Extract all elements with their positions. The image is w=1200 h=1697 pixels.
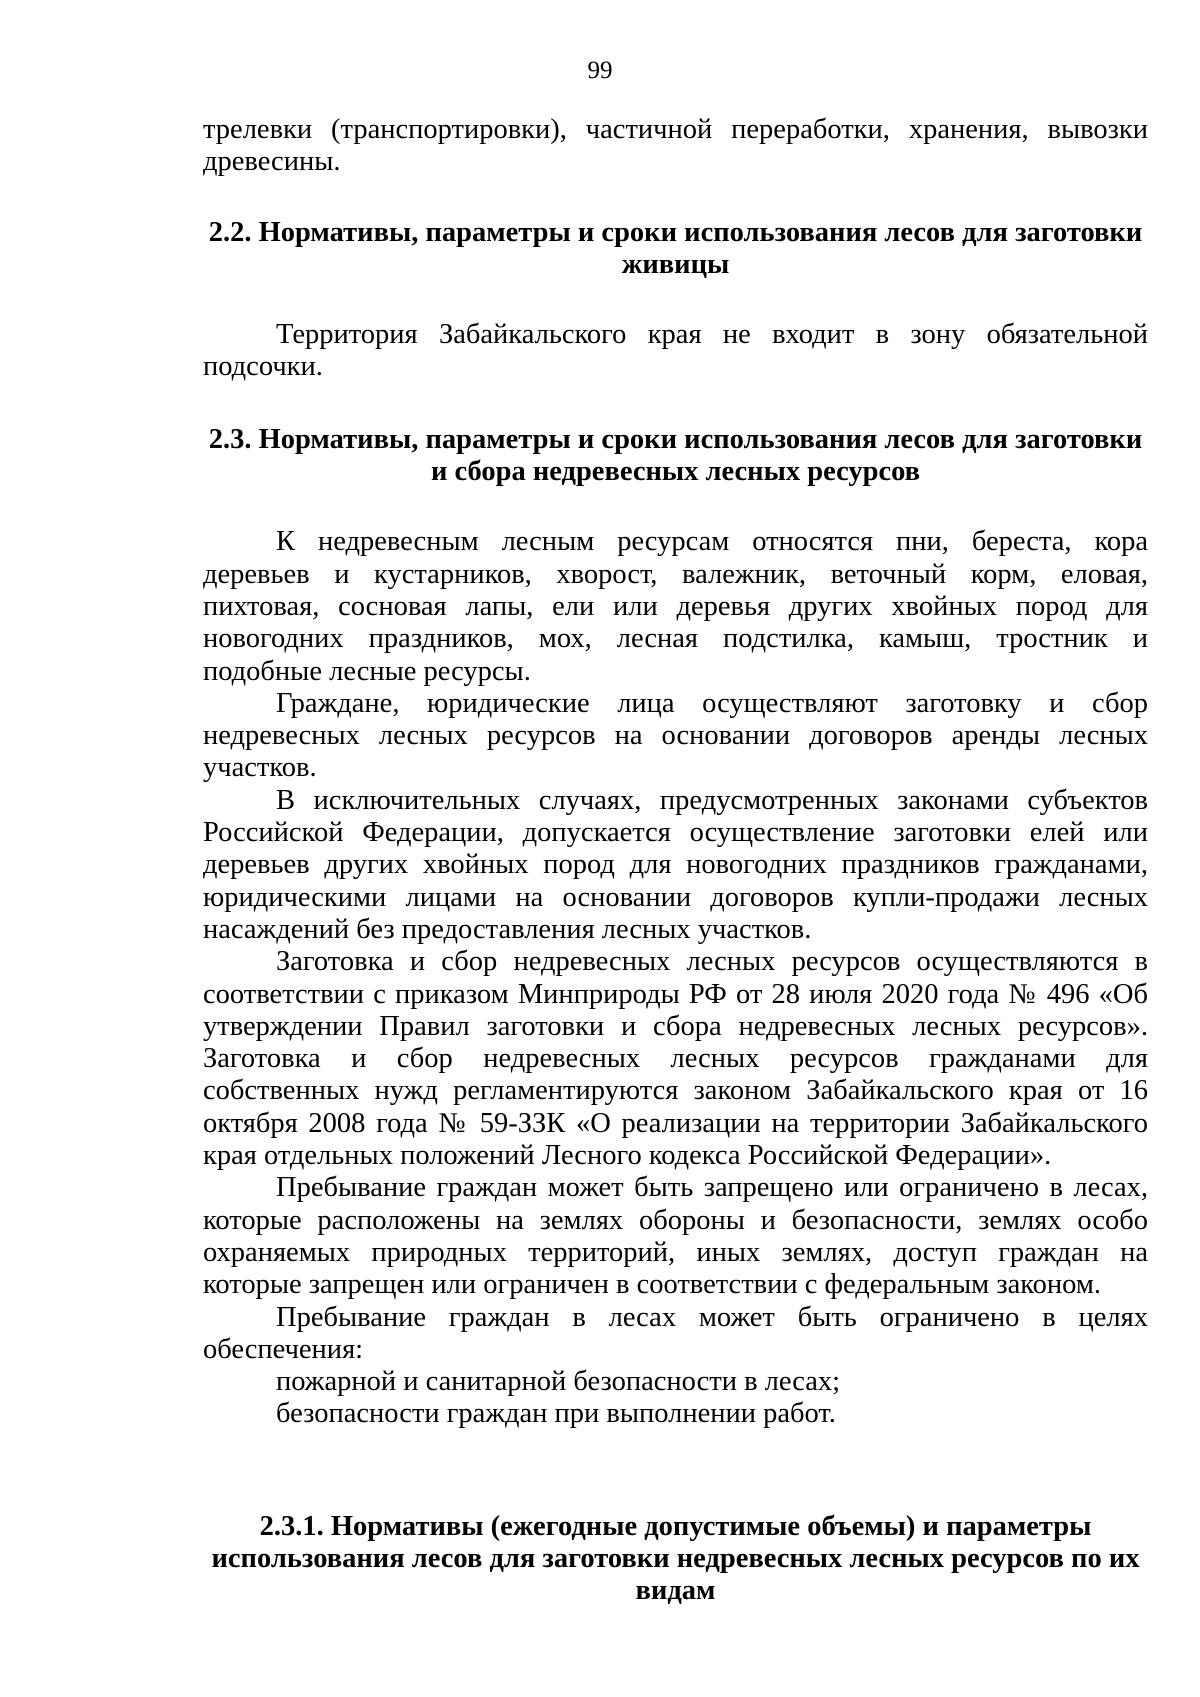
list-item: безопасности граждан при выполнении работ. — [276, 1398, 836, 1430]
body-paragraph: Пребывание граждан может быть запрещено или ограничено в лесах, которые расположены на землях обороны и безопасности, землях особо охраняемых природных территорий, иных землях, доступ граждан на которые запрещен или ограничен в соответствии с федеральным законом. — [203, 1172, 1148, 1301]
continuation-paragraph: трелевки (транспортировки), частичной переработки, хранения, вывозки древесины. — [203, 114, 1148, 178]
section-2-3-heading: 2.3. Нормативы, параметры и сроки использования лесов для заготовки и сбора недревесных лесных ресурсов — [208, 423, 1143, 488]
page-number: 99 — [587, 57, 613, 84]
list-item: пожарной и санитарной безопасности в лесах; — [276, 1366, 841, 1398]
body-paragraph: Пребывание граждан в лесах может быть ограничено в целях обеспечения: — [203, 1301, 1148, 1365]
section-2-2-heading: 2.2. Нормативы, параметры и сроки использования лесов для заготовки живицы — [208, 216, 1143, 280]
body-paragraph: Заготовка и сбор недревесных лесных ресурсов осуществляются в соответствии с приказом Минприроды РФ от 28 июля 2020 года № 496 «Об утверждении Правил заготовки и сбора недревесных лесных ресурсов». Заготовка и сбор недревесных лесных ресурсов гражданами для собственных нужд регламентируются законом Забайкальского края от 16 октября 2008 года № 59-ЗЗК «О реализации на территории Забайкальского края отдельных положений Лесного кодекса Российской Федерации». — [203, 946, 1148, 1172]
section-2-2-paragraph: Территория Забайкальского края не входит в зону обязательной подсочки. — [203, 319, 1148, 383]
section-2-3-1-heading: 2.3.1. Нормативы (ежегодные допустимые объемы) и параметры использования лесов для заготовки недревесных лесных ресурсов по их видам — [211, 1510, 1140, 1607]
page-content — [203, 114, 1148, 1608]
body-paragraph: К недревесным лесным ресурсам относятся пни, береста, кора деревьев и кустарников, хворост, валежник, веточный корм, еловая, пихтовая, сосновая лапы, ели или деревья других хвойных пород для новогодних праздников, мох, лесная подстилка, камыш, тростник и подобные лесные ресурсы. — [203, 526, 1148, 687]
body-paragraph: В исключительных случаях, предусмотренных законами субъектов Российской Федерации, допускается осуществление заготовки елей или деревьев других хвойных пород для новогодних праздников гражданами, юридическими лицами на основании договоров купли-продажи лесных насаждений без предоставления лесных участков. — [203, 784, 1148, 945]
body-paragraph: Граждане, юридические лица осуществляют заготовку и сбор недревесных лесных ресурсов на основании договоров аренды лесных участков. — [203, 687, 1148, 784]
